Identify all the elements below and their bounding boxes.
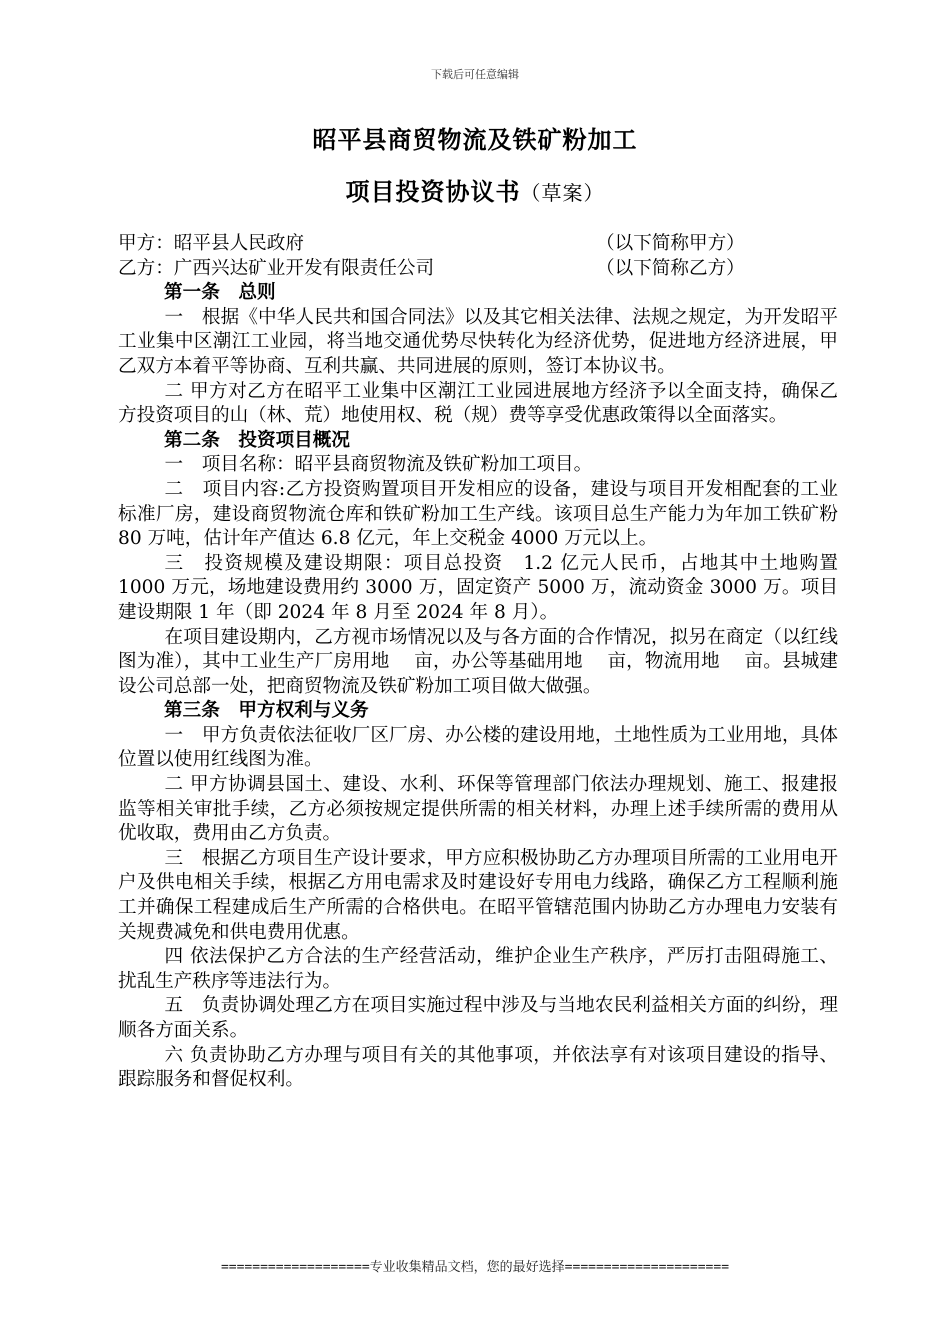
document-title-line2: [0, 172, 950, 207]
party-a-note: （以下简称甲方）: [596, 233, 745, 254]
section-1-heading: 第一条 总则: [164, 282, 276, 304]
header-note: 下载后可任意编辑: [431, 68, 519, 81]
section-2-paragraph-1: 一 项目名称：昭平县商贸物流及铁矿粉加工项目。: [164, 454, 593, 476]
document-title-line1: 昭平县商贸物流及铁矿粉加工: [312, 126, 638, 154]
title-main: 项目投资协议书: [345, 178, 521, 206]
section-3-heading: 第三条 甲方权利与义务: [164, 700, 369, 722]
section-1-paragraph-1: 一 根据《中华人民共和国合同法》以及其它相关法律、法规之规定，为开发昭平工业集中区潮江工业园，将当地交通优势尽快转化为经济优势，促进地方经济进展，甲乙双方本着平等协商、互利共赢、共同进展的原则，签订本协议书。: [118, 306, 838, 377]
section-3-paragraph-2: 二 甲方协调县国土、建设、水利、环保等管理部门依法办理规划、施工、报建报监等相关审批手续，乙方必须按规定提供所需的相关材料，办理上述手续所需的费用从优收取，费用由乙方负责。: [118, 774, 838, 845]
section-2-paragraph-3: 三 投资规模及建设期限：项目总投资 1.2 亿元人民币，占地其中土地购置 1000 万元，场地建设费用约 3000 万，固定资产 5000 万，流动资金 3000 万。项目建设期限 1 年（即 2024 年 8 月至 2024 年 8 月）。: [118, 552, 838, 623]
party-b-name: 乙方：广西兴达矿业开发有限责任公司: [118, 257, 435, 279]
document-body: [118, 232, 838, 1093]
section-3-paragraph-6: 六 负责协助乙方办理与项目有关的其他事项，并依法享有对该项目建设的指导、跟踪服务和督促权利。: [118, 1044, 838, 1091]
section-3-paragraph-3: 三 根据乙方项目生产设计要求，甲方应积极协助乙方办理项目所需的工业用电开户及供电相关手续，根据乙方用电需求及时建设好专用电力线路，确保乙方工程顺利施工并确保工程建成后生产所需的合格供电。在昭平管辖范围内协助乙方办理电力安装有关规费减免和供电费用优惠。: [118, 847, 838, 943]
section-3-paragraph-1: 一 甲方负责依法征收厂区厂房、办公楼的建设用地，土地性质为工业用地，具体位置以使用红线图为准。: [118, 724, 838, 771]
party-a-name: 甲方：昭平县人民政府: [118, 233, 304, 254]
party-b-line: [118, 257, 838, 282]
party-b-note: （以下简称乙方）: [596, 257, 745, 279]
title-draft-note: （草案）: [520, 181, 605, 205]
section-2-heading: 第二条 投资项目概况: [164, 429, 350, 451]
section-2-paragraph-2: 二 项目内容:乙方投资购置项目开发相应的设备，建设与项目开发相配套的工业标准厂房，建设商贸物流仓库和铁矿粉加工生产线。该项目总生产能力为年加工铁矿粉 80 万吨，估计年产值达 6.8 亿元，年上交税金 4000 万元以上。: [118, 478, 838, 550]
section-2-paragraph-4: 在项目建设期内，乙方视市场情况以及与各方面的合作情况，拟另在商定（以红线图为准），其中工业生产厂房用地 亩，办公等基础用地 亩，物流用地 亩。县城建设公司总部一处，把商贸物流及铁矿粉加工项目做大做强。: [118, 626, 838, 697]
section-3-paragraph-4: 四 依法保护乙方合法的生产经营活动，维护企业生产秩序，严厉打击阻碍施工、扰乱生产秩序等违法行为。: [118, 946, 838, 992]
footer-banner: ===================专业收集精品文档，您的最好选择=====================: [220, 1260, 730, 1275]
section-1-paragraph-2: 二 甲方对乙方在昭平工业集中区潮江工业园进展地方经济予以全面支持，确保乙方投资项目的山（林、荒）地使用权、税（规）费等享受优惠政策得以全面落实。: [118, 380, 838, 427]
party-a-line: [118, 232, 838, 257]
section-3-paragraph-5: 五 负责协调处理乙方在项目实施过程中涉及与当地农民利益相关方面的纠纷，理顺各方面关系。: [118, 995, 838, 1041]
